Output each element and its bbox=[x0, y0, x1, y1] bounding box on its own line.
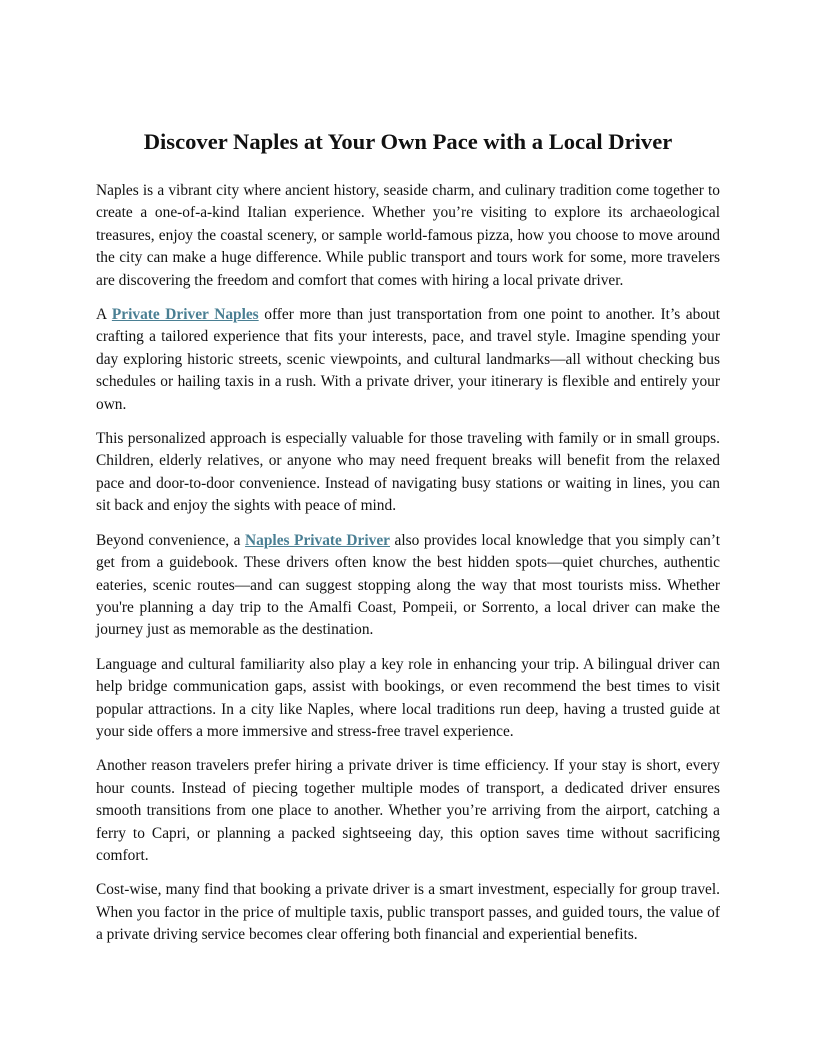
document-page bbox=[96, 126, 720, 959]
paragraph-private-driver bbox=[96, 304, 720, 416]
naples-private-driver-link[interactable]: Naples Private Driver bbox=[245, 531, 390, 549]
paragraph-language: Language and cultural familiarity also play a key role in enhancing your trip. A bilingual driver can help bridge communication gaps, assist with bookings, or even recommend the best times to visit popular attractions. In a city like Naples, where local traditions run deep, having a trusted guide at your side offers a more immersive and stress-free travel experience. bbox=[96, 655, 720, 740]
paragraph-text-after-link: also provides local knowledge that you simply can’t get from a guidebook. These drivers often know the best hidden spots—quiet churches, authentic eateries, scenic routes—and can suggest stopping along the way that most tourists miss. Whether you're planning a day trip to the Amalfi Coast, Pompeii, or Sorrento, a local driver can make the journey just as memorable as the destination. bbox=[96, 531, 720, 639]
paragraph-text-before-link: Beyond convenience, a bbox=[96, 531, 246, 549]
private-driver-naples-link[interactable]: Private Driver Naples bbox=[111, 306, 259, 324]
page-title: Discover Naples at Your Own Pace with a Local Driver bbox=[143, 129, 673, 154]
paragraph-personalized: This personalized approach is especially valuable for those traveling with family or in small groups. Children, elderly relatives, or anyone who may need frequent breaks will benefit from the relaxed pace and door-to-door convenience. Instead of navigating busy stations or waiting in lines, you can sit back and enjoy the sights with peace of mind. bbox=[96, 430, 720, 515]
paragraph-cost: Cost-wise, many find that booking a private driver is a smart investment, especially for group travel. When you factor in the price of multiple taxis, public transport passes, and guided tours, the value of a private driving service becomes clear offering both financial and experiential benefits. bbox=[96, 881, 720, 944]
paragraph-intro: Naples is a vibrant city where ancient history, seaside charm, and culinary tradition come together to create a one-of-a-kind Italian experience. Whether you’re visiting to explore its archaeological treasures, enjoy the coastal scenery, or sample world-famous pizza, how you choose to move around the city can make a huge difference. While public transport and tours work for some, more travelers are discovering the freedom and comfort that comes with hiring a local private driver. bbox=[96, 182, 720, 289]
paragraph-text-after-link: offer more than just transportation from one point to another. It’s about crafting a tailored experience that fits your interests, pace, and travel style. Imagine spending your day exploring historic streets, scenic viewpoints, and cultural landmarks—all without checking bus schedules or hailing taxis in a rush. With a private driver, your itinerary is flexible and entirely your own. bbox=[96, 306, 720, 413]
paragraph-time-efficiency: Another reason travelers prefer hiring a private driver is time efficiency. If your stay is short, every hour counts. Instead of piecing together multiple modes of transport, a dedicated driver ensures smooth transitions from one place to another. Whether you’re arriving from the airport, catching a ferry to Capri, or planning a packed sightseeing day, this option saves time without sacrificing comfort. bbox=[96, 757, 720, 864]
paragraph-text-before-link: A bbox=[96, 306, 112, 324]
paragraph-local-knowledge bbox=[96, 530, 720, 642]
